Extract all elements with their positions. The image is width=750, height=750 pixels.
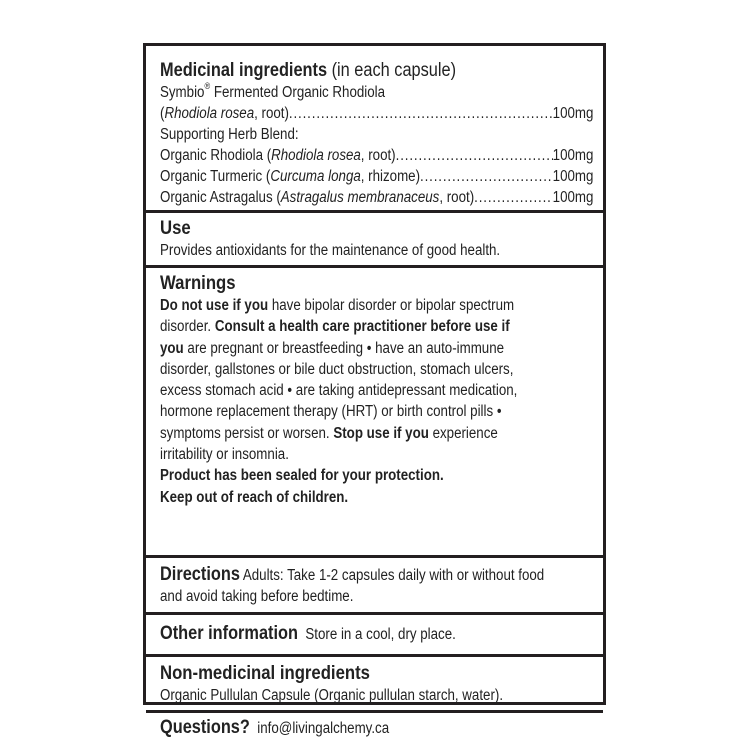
non-medicinal-text: Organic Pullulan Capsule (Organic pullulan starch, water). <box>160 687 504 704</box>
paren-open: ( <box>160 105 165 122</box>
directions-text: Adults: Take 1-2 capsules daily with or without food <box>239 567 545 584</box>
directions-line <box>160 564 545 586</box>
directions-text-2: and avoid taking before bedtime. <box>160 588 354 605</box>
ingredient-row <box>160 145 593 166</box>
ingredient-name: Organic Astragalus ( <box>160 189 281 206</box>
medicinal-heading-line <box>160 60 541 82</box>
warning-line: disorder, gallstones or bile duct obstruction, stomach ulcers, <box>160 360 514 378</box>
ingredient-amount: 100mg <box>552 147 594 164</box>
medicinal-heading-suffix: (in each capsule) <box>331 60 457 81</box>
use-text: Provides antioxidants for the maintenance of good health. <box>160 242 501 259</box>
warning-text: symptoms persist or worsen. <box>160 424 334 442</box>
warning-text: disorder. <box>160 318 215 336</box>
ingredient-latin: Curcuma longa <box>270 168 361 185</box>
warning-line <box>160 316 541 337</box>
ingredient-part: , root) <box>439 189 475 206</box>
contact-email[interactable]: info@livingalchemy.ca <box>257 720 390 737</box>
other-info-text: Store in a cool, dry place. <box>305 626 456 643</box>
ingredient-part: , rhizome) <box>360 168 421 185</box>
blend-label: Supporting Herb Blend: <box>160 126 299 143</box>
use-heading: Use <box>160 218 191 239</box>
supplement-facts-panel <box>143 43 606 738</box>
other-info-heading: Other information <box>160 623 298 644</box>
warnings-heading: Warnings <box>160 273 236 294</box>
registered-mark: ® <box>204 81 211 91</box>
ingredient-row <box>160 166 593 187</box>
other-info-line <box>160 623 541 645</box>
ingredient-latin: Astragalus membranaceus <box>280 189 440 206</box>
warning-line: excess stomach acid • are taking antidepressant medication, <box>160 382 518 400</box>
warning-line <box>160 295 541 316</box>
other-info-section <box>146 615 603 657</box>
medicinal-heading: Medicinal ingredients <box>160 60 328 81</box>
ingredient-name: Organic Rhodiola ( <box>160 147 272 164</box>
warning-line: irritability or insomnia. <box>160 446 289 464</box>
non-medicinal-heading: Non-medicinal ingredients <box>160 663 370 684</box>
symbio-line <box>160 82 541 103</box>
warning-text: have bipolar disorder or bipolar spectrum <box>268 297 515 314</box>
questions-section <box>146 713 603 743</box>
warning-emphasis: Stop use if you <box>333 424 429 442</box>
ingredient-latin: Rhodiola rosea <box>271 147 361 164</box>
warning-text: experience <box>428 424 498 442</box>
directions-heading: Directions <box>160 564 240 585</box>
dot-leader <box>396 145 553 166</box>
ingredient-amount: 100mg <box>552 105 594 122</box>
warning-text: are pregnant or breastfeeding • have an auto-immune <box>183 339 505 357</box>
warning-emphasis: you <box>160 339 184 357</box>
keep-out-notice: Keep out of reach of children. <box>160 488 349 506</box>
warnings-section <box>146 268 603 558</box>
non-medicinal-section <box>146 657 603 713</box>
questions-line <box>160 717 541 739</box>
warning-line <box>160 338 541 359</box>
ingredient-latin: Rhodiola rosea <box>164 105 255 122</box>
warning-emphasis: Do not use if you <box>160 297 269 314</box>
dot-leader <box>474 187 553 208</box>
ingredient-part: , root) <box>254 105 289 122</box>
dot-leader <box>289 103 553 124</box>
warning-line: hormone replacement therapy (HRT) or birth control pills • <box>160 403 502 421</box>
sealed-notice: Product has been sealed for your protection. <box>160 467 444 485</box>
questions-heading: Questions? <box>160 717 250 738</box>
warning-emphasis: Consult a health care practitioner before use if <box>214 318 510 336</box>
ingredient-row <box>160 187 593 208</box>
ingredient-part: , root) <box>360 147 396 164</box>
directions-section <box>146 558 603 615</box>
use-section <box>146 213 603 268</box>
ingredient-name: Organic Turmeric ( <box>160 168 271 185</box>
ingredient-amount: 100mg <box>552 168 594 185</box>
symbio-description: Fermented Organic Rhodiola <box>213 84 386 101</box>
warning-line <box>160 423 541 444</box>
ingredient-row-symbio <box>160 103 593 124</box>
brand-name: Symbio <box>160 84 205 101</box>
dot-leader <box>420 166 553 187</box>
medicinal-ingredients-section <box>146 46 603 213</box>
ingredient-amount: 100mg <box>552 189 594 206</box>
